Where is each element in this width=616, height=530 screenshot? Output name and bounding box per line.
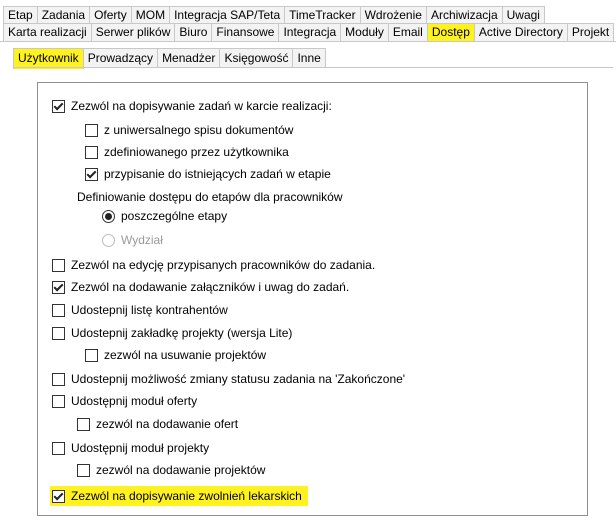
checkbox-modul-oferty[interactable] [52,395,65,408]
tab-finansowe[interactable]: Finansowe [211,23,279,41]
tab-integracja-sap-teta[interactable]: Integracja SAP/Teta [169,6,285,23]
tab-archiwizacja[interactable]: Archiwizacja [426,6,503,23]
option-zdefiniowany[interactable] [85,142,289,162]
radio-option-wydzial [102,230,163,250]
tab-biuro[interactable]: Biuro [174,23,212,41]
checkbox-zmiana-statusu[interactable] [52,373,65,386]
option-label: zezwól na usuwanie projektów [104,348,267,362]
tab-oferty[interactable]: Oferty [89,6,132,23]
option-label: Zezwól na dopisywanie zwolnień lekarskich [71,489,302,503]
tab-active-directory[interactable]: Active Directory [474,23,568,41]
option-lista-kontrahentow[interactable] [52,300,228,320]
option-label: zdefiniowanego przez użytkownika [104,145,289,159]
option-label: Zezwól na dopisywanie zadań w karcie realizacji: [71,99,332,113]
tab-divider [0,41,616,42]
option-przypisanie-zadan[interactable] [85,164,331,184]
tab-etap[interactable]: Etap [3,6,38,23]
option-zwolnienia-lekarskie[interactable] [50,486,308,506]
radio-option-poszczegolne-etapy[interactable] [102,206,227,226]
tab-projekt[interactable]: Projekt [567,23,614,41]
radio-poszczegolne-etapy[interactable] [102,210,115,223]
tab-mom[interactable]: MOM [131,6,170,23]
option-edycja-pracownikow[interactable] [52,255,375,275]
option-label: Zezwól na dodawanie załączników i uwag do zadań. [71,280,350,294]
tab-wdrozenie[interactable]: Wdrożenie [360,6,427,23]
checkbox-przypisanie-zadan[interactable] [85,168,98,181]
tab-integracja[interactable]: Integracja [278,23,341,41]
tab-zadania[interactable]: Zadania [37,6,90,23]
checkbox-modul-projekty[interactable] [52,442,65,455]
subtab-prowadzacy[interactable]: Prowadzący [83,48,158,68]
tab-timetracker[interactable]: TimeTracker [284,6,360,23]
subtab-uzytkownik[interactable]: Użytkownik [13,48,84,69]
option-label: z uniwersalnego spisu dokumentów [104,123,294,137]
checkbox-zalaczniki-uwagi[interactable] [52,281,65,294]
checkbox-uniwersalny-spis[interactable] [85,124,98,137]
subtab-inne[interactable]: Inne [292,48,325,68]
option-usuwanie-projektow[interactable] [85,345,266,365]
option-label: Udostępnij moduł oferty [71,394,198,408]
option-uniwersalny-spis[interactable] [85,120,293,140]
option-label: Zezwól na edycję przypisanych pracowników do zadania. [71,258,376,272]
option-label: Wydział [121,233,163,247]
tab-row-1 [3,6,544,23]
option-label: Udostepnij listę kontrahentów [71,303,228,317]
tab-email[interactable]: Email [388,23,428,41]
option-modul-oferty[interactable] [52,391,197,411]
checkbox-dodawanie-ofert[interactable] [77,418,90,431]
subtab-ksiegowosc[interactable]: Księgowość [219,48,293,68]
tab-karta-realizacji[interactable]: Karta realizacji [3,23,92,41]
option-dodawanie-ofert[interactable] [77,414,238,434]
tab-dostep[interactable]: Dostęp [427,23,475,41]
checkbox-lista-kontrahentow[interactable] [52,304,65,317]
option-label: poszczególne etapy [121,209,228,223]
option-label: Udostepnij zakładkę projekty (wersja Lite) [71,326,293,340]
checkbox-dopisywanie-zadan[interactable] [52,100,65,113]
checkbox-dodawanie-projektow[interactable] [77,464,90,477]
subtab-menadzer[interactable]: Menadżer [157,48,220,68]
option-label: Udostępnij moduł projekty [71,441,210,455]
tab-moduly[interactable]: Moduły [340,23,389,41]
checkbox-zakladka-projekty[interactable] [52,327,65,340]
tab-serwer-plikow[interactable]: Serwer plików [91,23,176,41]
checkbox-edycja-pracownikow[interactable] [52,259,65,272]
radio-wydzial [102,234,115,247]
option-label: przypisanie do istniejących zadań w etapie [104,167,331,181]
option-dopisywanie-zadan[interactable] [52,96,332,116]
option-dodawanie-projektow[interactable] [77,460,265,480]
subtab-divider [13,67,613,68]
subtab-row [13,48,325,68]
option-zmiana-statusu[interactable] [52,369,405,389]
checkbox-zdefiniowany[interactable] [85,146,98,159]
tab-uwagi[interactable]: Uwagi [502,6,545,23]
section-label-definiowanie: Definiowanie dostępu do etapów dla pracowników [77,190,343,204]
option-zalaczniki-uwagi[interactable] [52,277,349,297]
option-label: Udostepnij możliwość zmiany statusu zadania na 'Zakończone' [71,372,406,386]
tab-row-2 [3,23,613,41]
option-label: zezwól na dodawanie ofert [96,417,239,431]
option-modul-projekty[interactable] [52,438,209,458]
permissions-panel [37,82,588,516]
option-zakladka-projekty[interactable] [52,323,292,343]
option-label: zezwól na dodawanie projektów [96,463,266,477]
checkbox-zwolnienia-lekarskie[interactable] [52,490,65,503]
checkbox-usuwanie-projektow[interactable] [85,349,98,362]
